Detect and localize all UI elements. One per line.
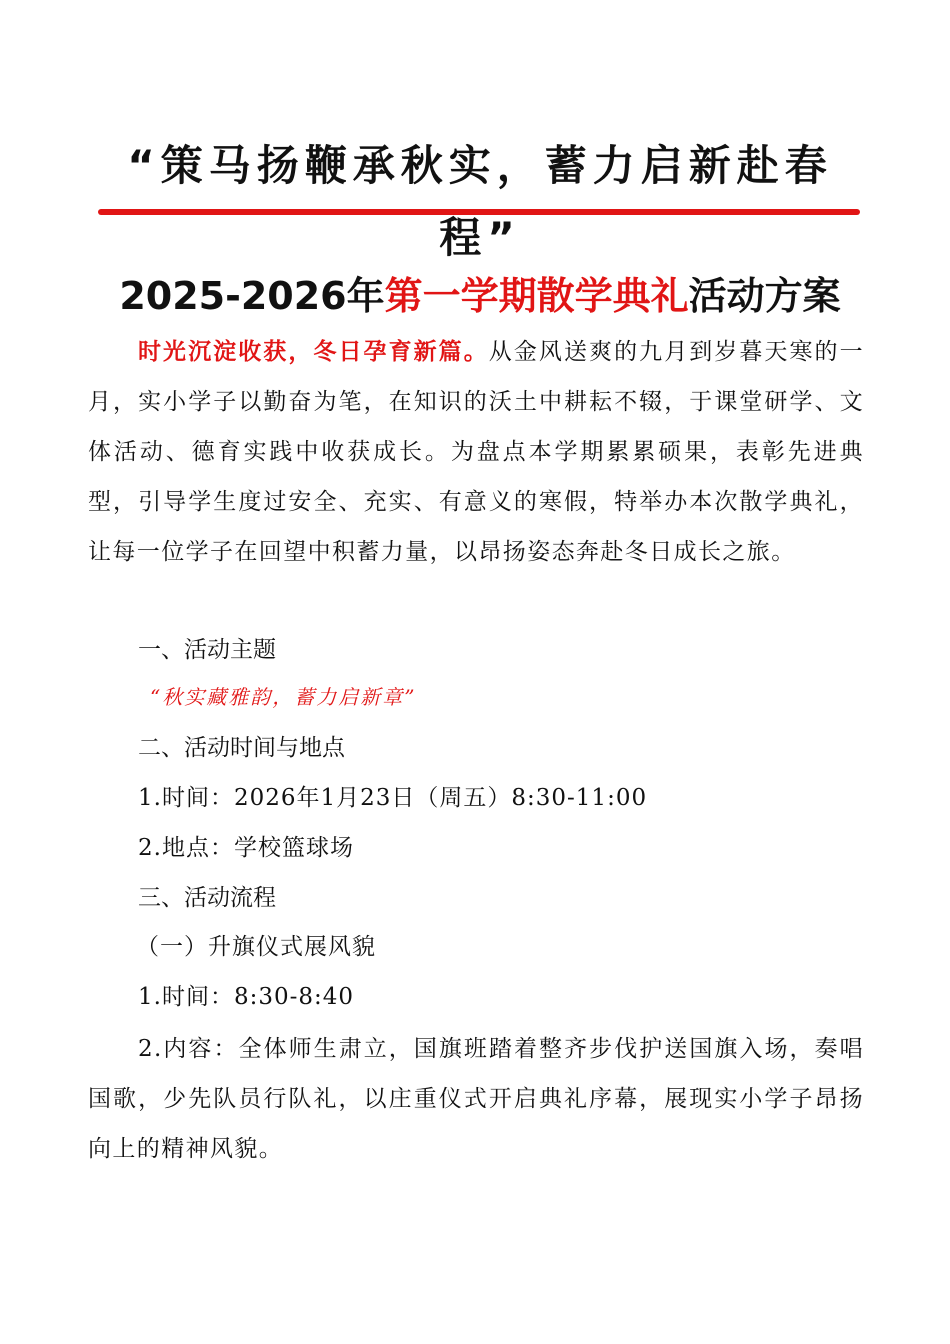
title-line-1: “策马扬鞭承秋实，蓄力启新赴春 — [127, 141, 833, 190]
activity-theme: “秋实藏雅韵，蓄力启新章” — [150, 685, 417, 709]
activity-place: 2.地点：学校篮球场 — [138, 835, 354, 861]
subtitle-suffix: 活动方案 — [688, 274, 841, 318]
subsection-heading-flag-raising: （一）升旗仪式展风貌 — [136, 934, 376, 960]
document-subtitle — [60, 268, 900, 324]
subtitle-highlight: 第一学期散学典礼 — [384, 274, 689, 318]
subtitle-year: 2025-2026年 — [119, 274, 385, 318]
section-heading-theme: 一、活动主题 — [138, 637, 276, 663]
intro-highlight: 时光沉淀收获，冬日孕育新篇。 — [138, 338, 489, 365]
activity-time: 1.时间：2026年1月23日（周五）8:30-11:00 — [138, 785, 648, 811]
flag-raising-time: 1.时间：8:30-8:40 — [138, 984, 355, 1010]
section-heading-process: 三、活动流程 — [138, 885, 276, 911]
title-line-2: 程” — [439, 213, 521, 262]
section-heading-time-place: 二、活动时间与地点 — [138, 735, 345, 761]
intro-text: 从金风送爽的九月到岁暮天寒的一月，实小学子以勤奋为笔，在知识的沃土中耕耘不辍，于课堂研学、文体活动、德育实践中收获成长。为盘点本学期累累硕果，表彰先进典型，引导学生度过安全、充实、有意义的寒假，特举办本次散学典礼，让每一位学子在回望中积蓄力量，以昂扬姿态奔赴冬日成长之旅。 — [88, 339, 864, 565]
flag-raising-content: 2.内容：全体师生肃立，国旗班踏着整齐步伐护送国旗入场，奏唱国歌，少先队员行队礼，以庄重仪式开启典礼序幕，展现实小学子昂扬向上的精神风貌。 — [88, 1036, 864, 1162]
intro-paragraph — [88, 327, 864, 577]
